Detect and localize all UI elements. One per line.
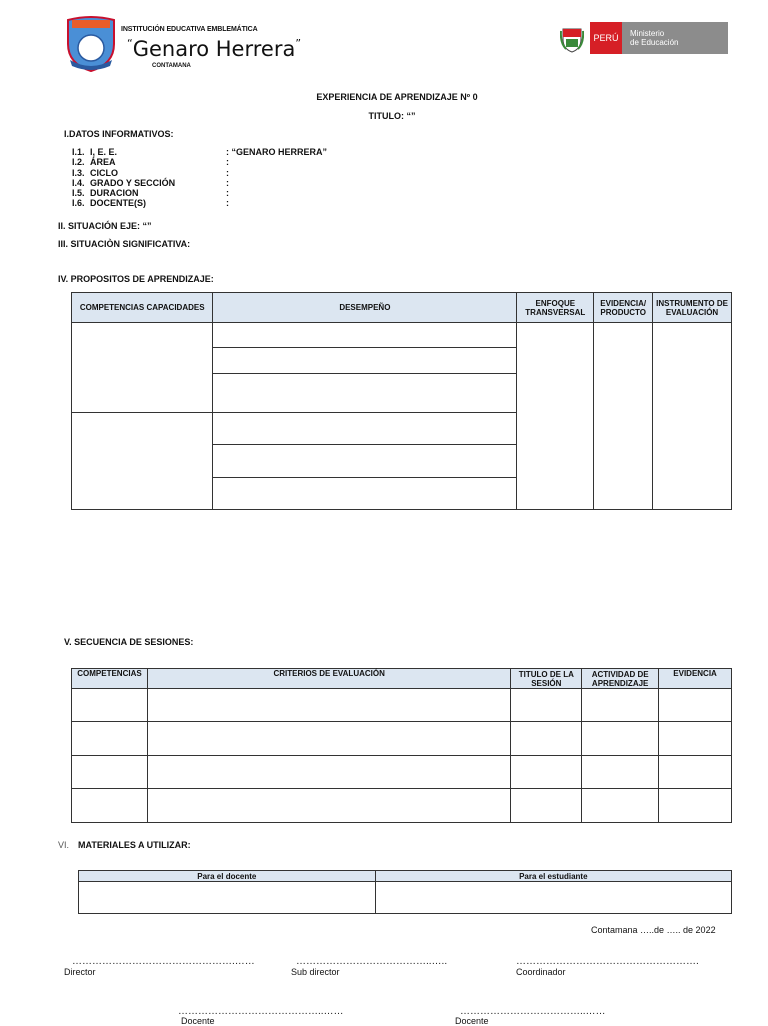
datos-value: : — [226, 198, 229, 209]
signer-docente2: Docente — [455, 1016, 489, 1026]
desempeno-cell[interactable] — [213, 445, 517, 478]
table-cell[interactable] — [147, 789, 510, 823]
signer-coordinador: Coordinador — [516, 967, 566, 977]
table-cell[interactable] — [511, 756, 582, 789]
datos-num: I.5. — [72, 188, 85, 199]
datos-label: ÁREA — [90, 157, 116, 168]
table-cell[interactable] — [659, 789, 732, 823]
table-cell[interactable] — [582, 722, 659, 756]
table-cell[interactable] — [582, 789, 659, 823]
table-cell[interactable] — [659, 756, 732, 789]
table-cell[interactable] — [375, 882, 731, 914]
propositos-table — [71, 292, 732, 510]
institution-line: INSTITUCIÓN EDUCATIVA EMBLEMÁTICA — [121, 26, 258, 33]
table-cell[interactable] — [72, 722, 148, 756]
datos-label: CICLO — [90, 167, 118, 178]
section3-heading: III. SITUACIÒN SIGNIFICATIVA: — [58, 239, 191, 249]
datos-value: : — [226, 177, 229, 188]
desempeno-cell[interactable] — [213, 348, 517, 374]
datos-num: I.2. — [72, 157, 85, 168]
sesiones-table — [71, 668, 732, 823]
datos-value: : — [226, 157, 229, 168]
desempeno-cell[interactable] — [213, 413, 517, 445]
signature-line: ………………………………………………. — [516, 956, 699, 967]
col-criterios: CRITERIOS DE EVALUACIÓN — [147, 669, 510, 689]
datos-label: DURACION — [90, 188, 139, 199]
col-enfoque: ENFOQUE TRANSVERSAL — [517, 293, 594, 323]
table-cell[interactable] — [659, 722, 732, 756]
col-estudiante: Para el estudiante — [375, 871, 731, 882]
datos-label: I, E. E. — [90, 147, 118, 157]
table-cell[interactable] — [72, 756, 148, 789]
section2-heading: II. SITUACIÓN EJE: “” — [58, 221, 152, 231]
signature-line: …………………………………..….. — [296, 956, 448, 967]
section5-heading: V. SECUENCIA DE SESIONES: — [64, 637, 194, 647]
section6-num: VI. — [58, 840, 70, 850]
table-cell[interactable] — [511, 789, 582, 823]
datos-num: I.3. — [72, 167, 85, 178]
peru-label: PERÚ — [590, 22, 622, 54]
signer-docente1: Docente — [181, 1016, 215, 1026]
col-instrumento: INSTRUMENTO DE EVALUACIÓN — [653, 293, 732, 323]
datos-value: : “GENARO HERRERA” — [226, 147, 328, 157]
col-docente: Para el docente — [79, 871, 376, 882]
col-competencias: COMPETENCIAS CAPACIDADES — [72, 293, 213, 323]
datos-row — [72, 188, 472, 198]
signer-director: Director — [64, 967, 96, 977]
datos-label: DOCENTE(S) — [90, 198, 146, 209]
datos-label: GRADO Y SECCIÓN — [90, 177, 176, 188]
competencia-cell[interactable] — [72, 323, 213, 413]
col-desempeno: DESEMPEÑO — [213, 293, 517, 323]
col-evidencia: EVIDENCIA — [659, 669, 732, 689]
datos-row — [72, 157, 472, 167]
ministry-label — [622, 22, 728, 54]
date-line: Contamana …..de ….. de 2022 — [591, 925, 716, 935]
col-actividad: ACTIVIDAD DE APRENDIZAJE — [582, 669, 659, 689]
signature-line: ………………………………..…… — [460, 1006, 606, 1017]
enfoque-cell[interactable] — [517, 323, 594, 510]
section1-heading: I.DATOS INFORMATIVOS: — [64, 129, 174, 139]
school-city: CONTAMANA — [152, 63, 191, 69]
desempeno-cell[interactable] — [213, 374, 517, 413]
signature-line: ………………………………………….…… — [72, 956, 255, 967]
ministry-logo — [590, 22, 728, 54]
datos-row — [72, 178, 472, 188]
col-titulo-sesion: TITULO DE LA SESIÓN — [511, 669, 582, 689]
ministry-line1: Ministerio — [630, 29, 665, 38]
quote-close: ” — [295, 37, 302, 50]
section6-heading: MATERIALES A UTILIZAR: — [78, 840, 191, 850]
datos-row — [72, 198, 472, 208]
table-cell[interactable] — [659, 689, 732, 722]
school-name — [127, 37, 301, 61]
datos-value: : — [226, 167, 229, 178]
table-cell[interactable] — [511, 689, 582, 722]
instrumento-cell[interactable] — [653, 323, 732, 510]
table-cell[interactable] — [72, 789, 148, 823]
desempeno-cell[interactable] — [213, 478, 517, 510]
peru-crest-icon — [560, 25, 584, 53]
datos-num: I.6. — [72, 198, 85, 209]
datos-row — [72, 168, 472, 178]
ministry-line2: de Educación — [630, 38, 679, 47]
competencia-cell[interactable] — [72, 413, 213, 510]
quote-open: “ — [127, 37, 133, 50]
signer-subdirector: Sub director — [291, 967, 340, 977]
table-cell[interactable] — [511, 722, 582, 756]
col-evidencia: EVIDENCIA/ PRODUCTO — [594, 293, 653, 323]
section4-heading: IV. PROPOSITOS DE APRENDIZAJE: — [58, 274, 214, 284]
experience-title: EXPERIENCIA DE APRENDIZAJE Nº 0 — [316, 92, 478, 102]
table-cell[interactable] — [582, 689, 659, 722]
desempeno-cell[interactable] — [213, 323, 517, 348]
table-cell[interactable] — [72, 689, 148, 722]
evidencia-cell[interactable] — [594, 323, 653, 510]
datos-value: : — [226, 188, 229, 199]
titulo-line: TITULO: “” — [368, 111, 416, 121]
table-cell[interactable] — [582, 756, 659, 789]
table-cell[interactable] — [147, 689, 510, 722]
table-cell[interactable] — [147, 722, 510, 756]
datos-num: I.4. — [72, 177, 85, 188]
datos-list — [72, 147, 472, 209]
school-name-text: Genaro Herrera — [132, 37, 296, 61]
datos-row — [72, 147, 472, 157]
col-competencias: COMPETENCIAS — [72, 669, 148, 689]
materiales-table — [78, 870, 732, 914]
datos-num: I.1. — [72, 147, 85, 157]
table-cell[interactable] — [79, 882, 376, 914]
signature-line: ……………………………………..…… — [178, 1006, 344, 1017]
table-cell[interactable] — [147, 756, 510, 789]
school-logo — [64, 14, 118, 72]
